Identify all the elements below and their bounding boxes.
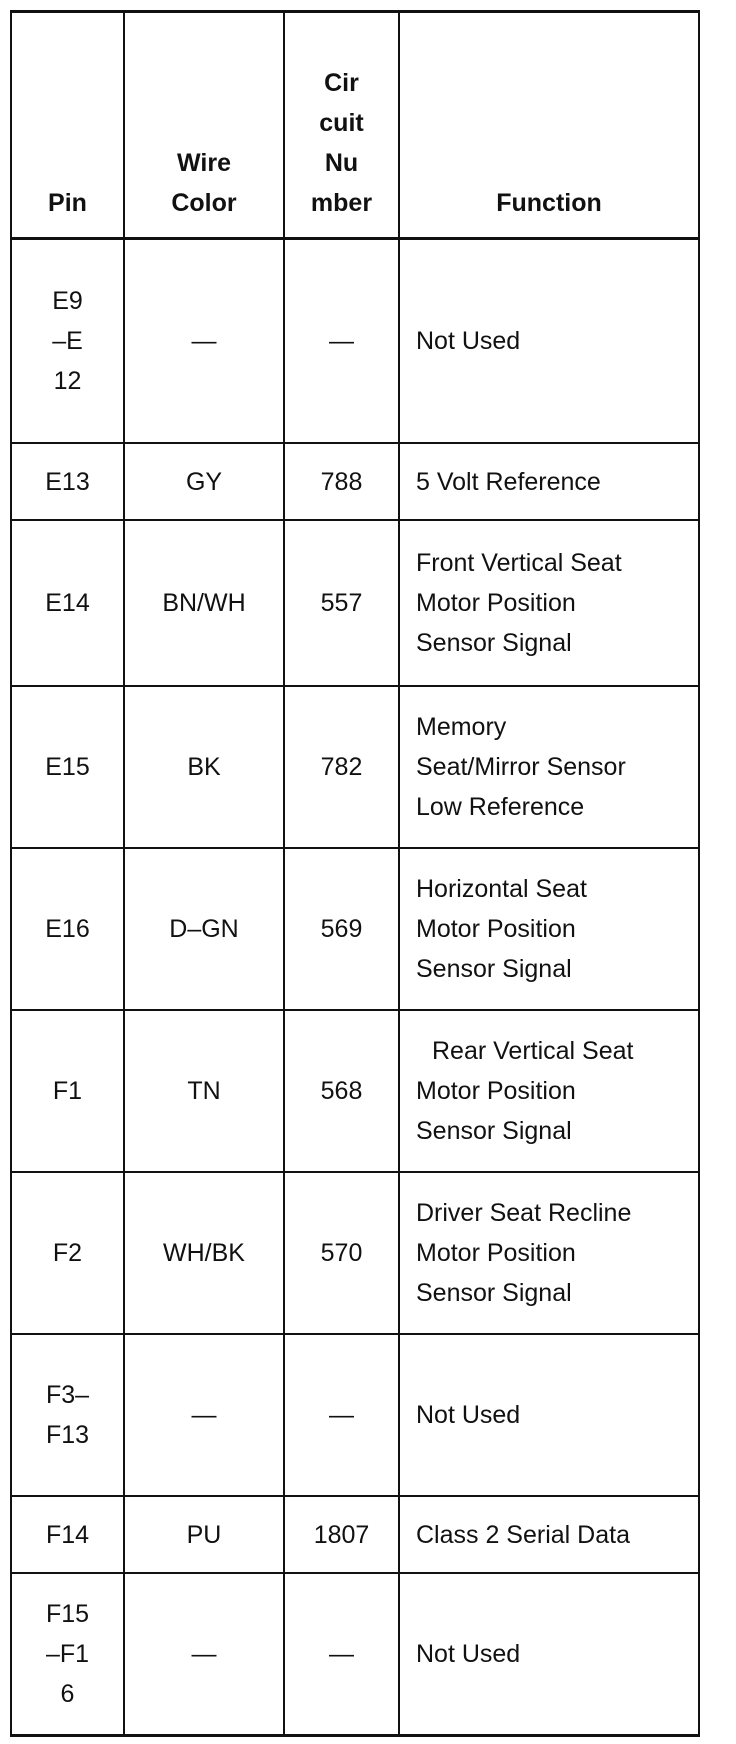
header-wire-color [124, 12, 284, 239]
function-cell [399, 686, 699, 848]
function-line: Motor Position [416, 915, 576, 943]
header-pin [11, 12, 124, 239]
table-row [11, 1573, 699, 1736]
function-line: Sensor Signal [416, 955, 572, 983]
header-circuit-line: Nu [324, 149, 359, 177]
table-row [11, 1172, 699, 1334]
table-row [11, 443, 699, 520]
circuit-cell: — [284, 1573, 399, 1736]
wire-color-cell: BK [124, 686, 284, 848]
function-cell [399, 1172, 699, 1334]
wire-color-cell: D–GN [124, 848, 284, 1010]
header-circuit-line: cuit [319, 109, 364, 137]
pin-cell: E15 [11, 686, 124, 848]
pin-cell: F3– F13 [11, 1334, 124, 1496]
function-cell [399, 1010, 699, 1172]
circuit-cell: 570 [284, 1172, 399, 1334]
function-line: Motor Position [416, 1239, 576, 1267]
pin-cell: E14 [11, 520, 124, 686]
pin-cell: F14 [11, 1496, 124, 1573]
header-wire-color-line: Wire [177, 149, 231, 177]
table-row [11, 1334, 699, 1496]
header-wire-color-line: Color [171, 189, 237, 217]
function-cell [399, 848, 699, 1010]
circuit-cell: — [284, 1334, 399, 1496]
circuit-cell: 569 [284, 848, 399, 1010]
table-row [11, 686, 699, 848]
function-line: Memory [416, 713, 507, 741]
function-line: Sensor Signal [416, 1117, 572, 1145]
wire-color-cell: BN/WH [124, 520, 284, 686]
circuit-cell: 782 [284, 686, 399, 848]
function-cell [399, 1334, 699, 1496]
function-line: Rear Vertical Seat [432, 1037, 634, 1065]
wire-color-cell: — [124, 239, 284, 444]
wire-color-cell: PU [124, 1496, 284, 1573]
function-cell [399, 1496, 699, 1573]
connector-pinout-table [10, 10, 700, 1737]
function-line: Motor Position [416, 589, 576, 617]
function-line: Not Used [416, 1640, 521, 1668]
wire-color-cell: WH/BK [124, 1172, 284, 1334]
header-function [399, 12, 699, 239]
pin-cell: E9 –E 12 [11, 239, 124, 444]
pin-cell: E16 [11, 848, 124, 1010]
function-line: Horizontal Seat [416, 875, 587, 903]
function-cell [399, 520, 699, 686]
function-cell [399, 1573, 699, 1736]
function-line: Driver Seat Recline [416, 1199, 632, 1227]
wire-color-cell: — [124, 1334, 284, 1496]
header-row [11, 12, 699, 239]
circuit-cell: 788 [284, 443, 399, 520]
header-pin-text: Pin [48, 189, 87, 217]
table-row [11, 520, 699, 686]
function-cell [399, 239, 699, 444]
table-row [11, 1496, 699, 1573]
pin-cell: F15 –F16 [11, 1573, 124, 1736]
header-circuit-line: Cir [324, 69, 359, 97]
circuit-cell: 1807 [284, 1496, 399, 1573]
function-line: Not Used [416, 1401, 521, 1429]
circuit-cell: 557 [284, 520, 399, 686]
function-line: Not Used [416, 327, 521, 355]
table-row [11, 239, 699, 444]
wire-color-cell: — [124, 1573, 284, 1736]
header-function-text: Function [496, 189, 602, 217]
header-circuit-line: mber [310, 189, 373, 217]
header-circuit-number [284, 12, 399, 239]
function-line: Motor Position [416, 1077, 576, 1105]
function-line: Class 2 Serial Data [416, 1520, 630, 1549]
function-line: Sensor Signal [416, 1279, 572, 1307]
function-line: 5 Volt Reference [416, 467, 601, 496]
wire-color-cell: GY [124, 443, 284, 520]
function-line: Sensor Signal [416, 629, 572, 657]
pin-cell: F2 [11, 1172, 124, 1334]
pin-cell: E13 [11, 443, 124, 520]
circuit-cell: 568 [284, 1010, 399, 1172]
function-line: Seat/Mirror Sensor [416, 753, 626, 781]
function-line: Low Reference [416, 793, 585, 821]
pin-cell: F1 [11, 1010, 124, 1172]
circuit-cell: — [284, 239, 399, 444]
wire-color-cell: TN [124, 1010, 284, 1172]
function-line: Front Vertical Seat [416, 549, 622, 577]
table-row [11, 1010, 699, 1172]
function-cell [399, 443, 699, 520]
table-row [11, 848, 699, 1010]
